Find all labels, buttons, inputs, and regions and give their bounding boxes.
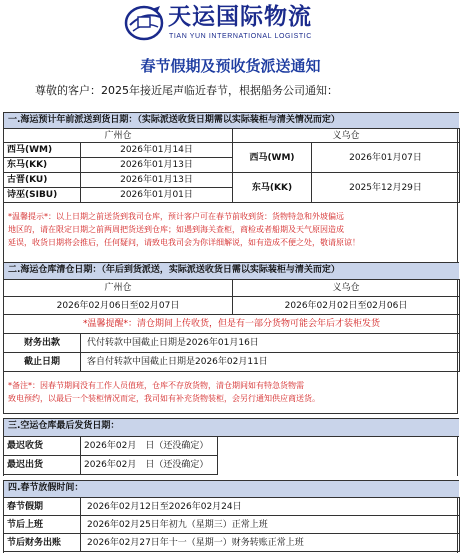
section-warehouse-clearance	[3, 262, 458, 414]
air-receive-text: 2026年02月 日（还没确定）	[80, 436, 218, 456]
company-logo-icon	[124, 3, 164, 41]
gz-row-label: 西马(WM)	[3, 142, 81, 158]
note-line: *温馨提示*：以上日期之前送货到我司仓库，预计客户可在春节前收到货：货物特急和外坡偏远	[8, 212, 344, 221]
note-line: 致电预约，以最后一个装柜情况而定，我司如有补充货物装柜，会另行通知供应商送货。	[8, 394, 320, 403]
deadline-label: 截止日期	[3, 352, 81, 372]
note-line: *备注*：因春节期间没有工作人员值班，仓库不存放货物，清仓期间如有特急货物需	[8, 381, 304, 390]
section-air-last-shipment	[3, 418, 458, 476]
gz-row-label: 古晋(KU)	[3, 172, 81, 188]
resume-work-text: 2026年02月25日年初九（星期三）正常上班	[80, 515, 460, 534]
finance-label: 财务出款	[3, 333, 81, 353]
yiwu-warehouse-header: 义乌仓	[232, 279, 460, 297]
greeting-text: 尊敬的客户：2025年接近尾声临近春节，根据船务公司通知：	[35, 84, 338, 97]
section1-heading: 一.海运预计年前派送到货日期：（实际派送收货日期需以实际装柜与清关情况而定）	[4, 112, 459, 129]
resume-work-label: 节后上班	[3, 515, 81, 534]
holiday-text: 2026年02月12日至2026年02月24日	[80, 497, 460, 516]
finance-resume-text: 2026年02月27日年十一（星期一）财务转账正常上班	[80, 533, 460, 552]
gz-row-date: 2026年01月13日	[80, 172, 233, 188]
gz-row-date: 2026年01月01日	[80, 187, 233, 203]
section1-note	[3, 202, 458, 267]
section-holiday-schedule	[3, 480, 458, 553]
yw-row-date: 2025年12月29日	[311, 172, 460, 203]
air-ship-text: 2026年02月 日（还没确定）	[80, 455, 218, 475]
deadline-text: 客自付转款中国截止日期是2026年02月11日	[80, 352, 460, 372]
gz-row-date: 2026年01月14日	[80, 142, 233, 158]
air-receive-label: 最迟收货	[3, 436, 81, 456]
yw-row-label: 西马(WM)	[232, 142, 312, 173]
air-ship-label: 最迟出货	[3, 455, 81, 475]
section2-note	[3, 371, 458, 414]
section2-heading: 二.海运仓库清仓日期：（年后到货派送，实际派送收货日需以实际装柜与清关而定）	[4, 262, 459, 280]
yw-clearance-range: 2026年02月02日至02月06日	[232, 296, 460, 315]
company-header	[0, 0, 461, 50]
yw-row-date: 2026年01月07日	[311, 142, 460, 173]
yiwu-warehouse-header: 义乌仓	[232, 128, 460, 143]
finance-text: 代付转款中国截止日期是2026年01月16日	[80, 333, 460, 353]
section4-heading: 四.春节放假时间：	[4, 480, 459, 498]
gz-row-label: 东马(KK)	[3, 157, 81, 173]
guangzhou-warehouse-header: 广州仓	[3, 279, 233, 297]
yw-row-label: 东马(KK)	[232, 172, 312, 203]
company-name-cn: 天运国际物流	[168, 4, 312, 30]
company-name-en: TIAN YUN INTERNATIONAL LOGISTIC	[169, 33, 312, 40]
gz-clearance-range: 2026年02月06日至02月07日	[3, 296, 233, 315]
holiday-label: 春节假期	[3, 497, 81, 516]
section-sea-delivery	[3, 112, 458, 267]
section3-heading: 三.空运仓库最后发货日期：	[4, 418, 459, 437]
finance-resume-label: 节后财务出账	[3, 533, 81, 552]
gz-row-date: 2026年01月13日	[80, 157, 233, 173]
note-line: 延误，收货日期将会推后，任何疑问，请致电我司会为你详细解说，如有造成不便之处，敬请原谅！	[8, 238, 360, 247]
clearance-reminder: *温馨提醒*：清仓期间上传收货，但是有一部分货物可能会年后才装柜发货	[3, 314, 460, 334]
note-line: 地区的，请在限定日期之前两周把货送到仓库；如遇到海关查柜，商检或者船期及天气原因造成	[8, 225, 344, 234]
notice-title: 春节假期及预收货派送通知	[140, 57, 321, 75]
guangzhou-warehouse-header: 广州仓	[3, 128, 233, 143]
gz-row-label: 诗巫(SIBU)	[3, 187, 81, 203]
